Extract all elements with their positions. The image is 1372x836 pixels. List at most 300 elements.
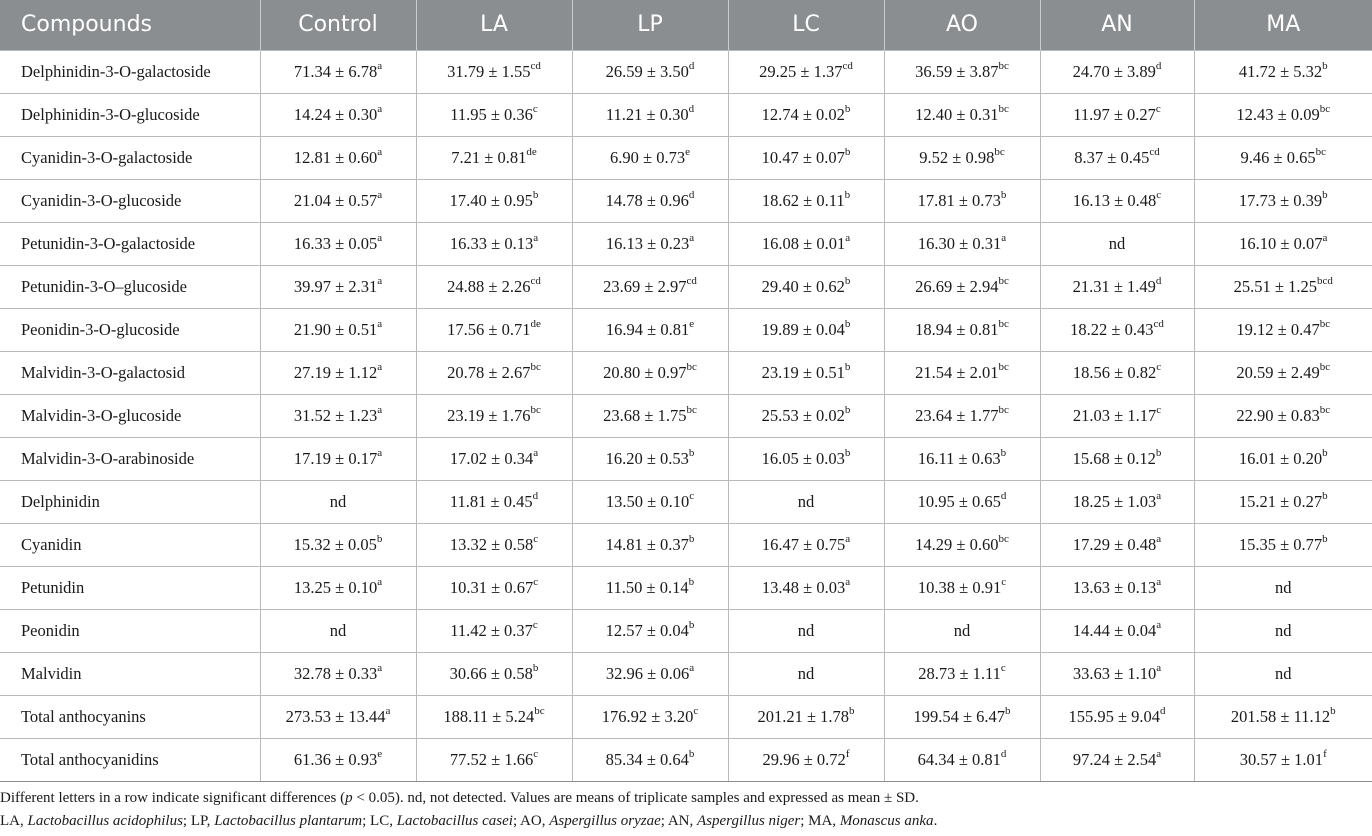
table-header: [0, 0, 1372, 50]
significance-letter: b: [844, 146, 851, 158]
compound-name-cell: Petunidin-3-O-galactoside: [0, 222, 260, 265]
value-cell: [416, 566, 572, 609]
significance-letter: bc: [998, 275, 1009, 287]
cell-value: 12.74 ± 0.02: [761, 104, 845, 124]
value-cell: [1194, 523, 1372, 566]
value-cell: [728, 308, 884, 351]
value-cell: [1040, 609, 1194, 652]
value-cell: [260, 695, 416, 738]
significance-letter: c: [1155, 103, 1161, 115]
value-cell: [1194, 93, 1372, 136]
value-cell: [728, 179, 884, 222]
table-row: [0, 652, 1372, 695]
header-lc: LC: [728, 0, 884, 50]
significance-letter: f: [845, 748, 850, 760]
compound-name-cell: Peonidin: [0, 609, 260, 652]
cell-value: 19.89 ± 0.04: [761, 319, 845, 339]
cell-value: nd: [953, 620, 971, 640]
significance-letter: b: [844, 361, 851, 373]
cell-value: 11.21 ± 0.30: [605, 104, 689, 124]
significance-letter: b: [1000, 189, 1007, 201]
table-row: [0, 93, 1372, 136]
value-cell: [1194, 480, 1372, 523]
abbr-species: Aspergillus niger: [697, 813, 801, 829]
compound-name-cell: Malvidin-3-O-glucoside: [0, 394, 260, 437]
cell-value: 23.64 ± 1.77: [915, 405, 999, 425]
significance-letter: b: [1330, 705, 1336, 717]
abbr-species: Lactobacillus plantarum: [214, 813, 363, 829]
table-row: [0, 695, 1372, 738]
significance-letter: a: [385, 705, 391, 717]
significance-letter: b: [688, 576, 695, 588]
header-row: [0, 0, 1372, 50]
value-cell: [884, 136, 1040, 179]
abbr-code: MA,: [808, 813, 840, 829]
significance-letter: c: [533, 748, 539, 760]
value-cell: [416, 93, 572, 136]
significance-letter: b: [1005, 705, 1011, 717]
significance-letter: bc: [1319, 361, 1331, 373]
value-cell: [416, 437, 572, 480]
significance-letter: a: [1156, 619, 1162, 631]
compound-name-cell: Petunidin: [0, 566, 260, 609]
value-cell: [884, 652, 1040, 695]
value-cell: [728, 437, 884, 480]
cell-value: 10.47 ± 0.07: [761, 147, 845, 167]
abbr-separator: ;: [660, 813, 668, 829]
significance-letter: c: [533, 533, 539, 545]
compound-name-cell: Cyanidin: [0, 523, 260, 566]
significance-letter: a: [845, 232, 851, 244]
cell-value: 97.24 ± 2.54: [1072, 749, 1157, 769]
cell-value: 23.69 ± 2.97: [603, 276, 687, 296]
value-cell: [1194, 50, 1372, 93]
value-cell: [416, 179, 572, 222]
significance-letter: a: [377, 103, 383, 115]
cell-value: 13.25 ± 0.10: [293, 577, 378, 597]
cell-value: 10.95 ± 0.65: [917, 491, 1001, 511]
value-cell: [1194, 308, 1372, 351]
value-cell: [260, 738, 416, 781]
significance-letter: bc: [998, 103, 1009, 115]
cell-value: 14.81 ± 0.37: [605, 534, 689, 554]
cell-value: 13.48 ± 0.03: [761, 577, 846, 597]
value-cell: [416, 695, 572, 738]
significance-letter: cd: [686, 275, 697, 287]
value-cell: [572, 50, 728, 93]
significance-letter: bc: [998, 318, 1009, 330]
cell-value: 17.40 ± 0.95: [449, 190, 533, 210]
significance-letter: e: [685, 146, 690, 158]
value-cell: [1194, 265, 1372, 308]
abbr-separator: ;: [182, 813, 191, 829]
significance-letter: a: [845, 576, 851, 588]
cell-value: 29.40 ± 0.62: [761, 276, 845, 296]
significance-letter: a: [377, 447, 383, 459]
significance-letter: bc: [1319, 103, 1331, 115]
compound-name-cell: Total anthocyanidins: [0, 738, 260, 781]
compound-name-cell: Malvidin-3-O-arabinoside: [0, 437, 260, 480]
cell-value: 18.56 ± 0.82: [1072, 362, 1157, 382]
value-cell: [572, 523, 728, 566]
abbr-species: Lactobacillus acidophilus: [27, 813, 183, 829]
cell-value: 15.68 ± 0.12: [1072, 448, 1156, 468]
cell-value: 21.31 ± 1.49: [1072, 276, 1156, 296]
significance-letter: e: [689, 318, 695, 330]
value-cell: [1040, 652, 1194, 695]
cell-value: 21.04 ± 0.57: [293, 190, 378, 210]
value-cell: [1194, 566, 1372, 609]
significance-letter: a: [377, 576, 383, 588]
significance-letter: c: [532, 619, 538, 631]
cell-value: 23.19 ± 0.51: [761, 362, 845, 382]
significance-letter: b: [376, 533, 383, 545]
cell-value: 13.50 ± 0.10: [605, 491, 690, 511]
value-cell: [884, 523, 1040, 566]
header-control: Control: [260, 0, 416, 50]
significance-letter: bcd: [1316, 275, 1333, 287]
table-row: [0, 179, 1372, 222]
value-cell: [1040, 566, 1194, 609]
cell-value: 21.54 ± 2.01: [915, 362, 999, 382]
value-cell: [1194, 609, 1372, 652]
cell-value: 14.78 ± 0.96: [605, 190, 689, 210]
header-an: AN: [1040, 0, 1194, 50]
table-row: [0, 394, 1372, 437]
cell-value: 10.38 ± 0.91: [917, 577, 1002, 597]
abbr-species: Lactobacillus casei: [396, 813, 513, 829]
value-cell: [728, 265, 884, 308]
significance-letter: d: [688, 103, 695, 115]
cell-value: 15.32 ± 0.05: [293, 534, 377, 554]
cell-value: 31.79 ± 1.55: [447, 61, 531, 81]
significance-letter: d: [688, 60, 695, 72]
value-cell: [260, 566, 416, 609]
cell-value: 20.80 ± 0.97: [603, 362, 687, 382]
table-row: [0, 351, 1372, 394]
cell-value: 199.54 ± 6.47: [913, 706, 1006, 726]
significance-letter: c: [533, 576, 539, 588]
significance-letter: a: [533, 232, 539, 244]
cell-value: nd: [1275, 663, 1292, 683]
cell-value: 16.10 ± 0.07: [1239, 233, 1323, 253]
cell-value: 17.19 ± 0.17: [293, 448, 378, 468]
value-cell: [728, 523, 884, 566]
significance-letter: cd: [842, 60, 853, 72]
cell-value: 13.32 ± 0.58: [449, 534, 534, 554]
value-cell: [728, 652, 884, 695]
significance-letter: bc: [998, 361, 1009, 373]
table-row: [0, 609, 1372, 652]
value-cell: [572, 179, 728, 222]
abbr-code: LP,: [190, 813, 215, 829]
value-cell: [1040, 93, 1194, 136]
value-cell: [1040, 222, 1194, 265]
cell-value: 17.81 ± 0.73: [917, 190, 1001, 210]
significance-letter: a: [1322, 232, 1328, 244]
significance-letter: b: [1155, 447, 1162, 459]
abbr-separator: .: [933, 813, 938, 829]
value-cell: [572, 308, 728, 351]
abbr-code: LA,: [0, 813, 28, 829]
cell-value: nd: [1275, 620, 1292, 640]
value-cell: [1040, 523, 1194, 566]
abbr-code: AO,: [520, 813, 550, 829]
abbr-species: Aspergillus oryzae: [549, 813, 661, 829]
value-cell: [884, 695, 1040, 738]
value-cell: [884, 566, 1040, 609]
compound-name-cell: Peonidin-3-O-glucoside: [0, 308, 260, 351]
compound-name-cell: Delphinidin-3-O-galactoside: [0, 50, 260, 93]
significance-letter: bc: [534, 705, 545, 717]
significance-letter: de: [526, 146, 537, 158]
header-ma: MA: [1266, 12, 1301, 38]
significance-letter: a: [845, 533, 851, 545]
value-cell: [1040, 351, 1194, 394]
significance-letter: b: [844, 103, 851, 115]
cell-value: 13.63 ± 0.13: [1072, 577, 1157, 597]
cell-value: 27.19 ± 1.12: [293, 362, 378, 382]
cell-value: 176.92 ± 3.20: [601, 706, 694, 726]
value-cell: [260, 480, 416, 523]
abbr-separator: ;: [362, 813, 371, 829]
value-cell: [884, 437, 1040, 480]
value-cell: [416, 738, 572, 781]
value-cell: [260, 265, 416, 308]
footnote-text-2: < 0.05). nd, not detected. Values are means of triplicate samples and expressed as mean ± SD.: [352, 790, 919, 806]
cell-value: 36.59 ± 3.87: [915, 61, 999, 81]
compound-name-cell: Malvidin: [0, 652, 260, 695]
significance-letter: b: [844, 189, 851, 201]
significance-letter: b: [688, 533, 695, 545]
table-footnotes: [0, 787, 1372, 833]
cell-value: nd: [797, 663, 815, 683]
significance-letter: bc: [1315, 146, 1326, 158]
cell-value: 32.96 ± 0.06: [605, 663, 690, 683]
significance-letter: d: [1160, 705, 1166, 717]
cell-value: 12.81 ± 0.60: [293, 147, 378, 167]
cell-value: 16.94 ± 0.81: [605, 319, 690, 339]
significance-letter: bc: [1319, 404, 1331, 416]
value-cell: [884, 394, 1040, 437]
cell-value: 201.58 ± 11.12: [1230, 706, 1331, 726]
table-row: [0, 50, 1372, 93]
significance-letter: c: [689, 490, 695, 502]
value-cell: [728, 351, 884, 394]
value-cell: [416, 351, 572, 394]
table-row: [0, 738, 1372, 781]
significance-letter: b: [1322, 60, 1328, 72]
value-cell: [416, 50, 572, 93]
cell-value: 11.81 ± 0.45: [449, 491, 533, 511]
cell-value: 155.95 ± 9.04: [1068, 706, 1161, 726]
cell-value: 16.01 ± 0.20: [1238, 448, 1323, 468]
value-cell: [1040, 738, 1194, 781]
table-row: [0, 136, 1372, 179]
value-cell: [572, 222, 728, 265]
significance-letter: bc: [530, 404, 541, 416]
cell-value: 30.57 ± 1.01: [1239, 749, 1324, 769]
cell-value: nd: [329, 491, 347, 511]
value-cell: [260, 351, 416, 394]
cell-value: 28.73 ± 1.11: [918, 663, 1001, 683]
significance-letter: de: [530, 318, 541, 330]
header-compounds: Compounds: [0, 0, 260, 50]
value-cell: [416, 136, 572, 179]
significance-letter: b: [532, 662, 539, 674]
significance-letter: d: [532, 490, 539, 502]
significance-letter: cd: [1149, 146, 1160, 158]
value-cell: [260, 394, 416, 437]
compound-name-cell: Delphinidin-3-O-glucoside: [0, 93, 260, 136]
significance-letter: bc: [1319, 318, 1331, 330]
value-cell: [1194, 652, 1372, 695]
value-cell: [1194, 351, 1372, 394]
footnote-p-symbol: p: [345, 790, 353, 806]
significance-letter: a: [533, 447, 539, 459]
value-cell: [1040, 695, 1194, 738]
cell-value: 9.46 ± 0.65: [1240, 147, 1316, 167]
cell-value: 24.70 ± 3.89: [1072, 61, 1156, 81]
value-cell: [884, 609, 1040, 652]
compound-name-cell: Petunidin-3-O–glucoside: [0, 265, 260, 308]
significance-letter: b: [688, 748, 695, 760]
significance-letter: b: [1322, 490, 1328, 502]
cell-value: 33.63 ± 1.10: [1072, 663, 1157, 683]
cell-value: 10.31 ± 0.67: [449, 577, 534, 597]
compound-name-cell: Total anthocyanins: [0, 695, 260, 738]
cell-value: nd: [797, 491, 815, 511]
value-cell: [416, 265, 572, 308]
cell-value: nd: [1275, 577, 1292, 597]
value-cell: [1040, 437, 1194, 480]
significance-letter: f: [1323, 748, 1327, 760]
cell-value: 77.52 ± 1.66: [449, 749, 534, 769]
significance-letter: c: [1156, 404, 1162, 416]
cell-value: 7.21 ± 0.81: [451, 147, 527, 167]
value-cell: [572, 136, 728, 179]
cell-value: 14.29 ± 0.60: [915, 534, 999, 554]
cell-value: 16.13 ± 0.23: [605, 233, 690, 253]
cell-value: 14.24 ± 0.30: [293, 104, 378, 124]
compound-name-cell: Cyanidin-3-O-galactoside: [0, 136, 260, 179]
cell-value: 23.19 ± 1.76: [447, 405, 531, 425]
footnote-significance: [0, 787, 1372, 810]
value-cell: [728, 222, 884, 265]
compound-name-cell: Delphinidin: [0, 480, 260, 523]
value-cell: [260, 136, 416, 179]
value-cell: [884, 351, 1040, 394]
significance-letter: b: [1322, 447, 1328, 459]
significance-letter: bc: [686, 404, 697, 416]
value-cell: [260, 437, 416, 480]
cell-value: 25.51 ± 1.25: [1233, 276, 1317, 296]
value-cell: [728, 50, 884, 93]
significance-letter: c: [532, 103, 538, 115]
significance-letter: c: [693, 705, 699, 717]
significance-letter: d: [1000, 748, 1007, 760]
cell-value: 64.34 ± 0.81: [917, 749, 1001, 769]
cell-value: 18.22 ± 0.43: [1070, 319, 1154, 339]
cell-value: 12.57 ± 0.04: [605, 620, 689, 640]
value-cell: [572, 437, 728, 480]
significance-letter: a: [377, 275, 383, 287]
value-cell: [728, 136, 884, 179]
significance-letter: a: [377, 404, 383, 416]
abbr-code: LC,: [370, 813, 397, 829]
significance-letter: b: [688, 619, 695, 631]
significance-letter: d: [1155, 60, 1162, 72]
cell-value: 26.69 ± 2.94: [915, 276, 999, 296]
cell-value: 24.88 ± 2.26: [447, 276, 531, 296]
cell-value: 16.13 ± 0.48: [1072, 190, 1157, 210]
value-cell: [728, 695, 884, 738]
cell-value: 32.78 ± 0.33: [293, 663, 378, 683]
cell-value: 16.47 ± 0.75: [761, 534, 846, 554]
value-cell: [1194, 437, 1372, 480]
cell-value: 16.33 ± 0.05: [293, 233, 378, 253]
value-cell: [1040, 50, 1194, 93]
abbr-code: AN,: [667, 813, 698, 829]
cell-value: 71.34 ± 6.78: [293, 61, 378, 81]
footnote-text-1: Different letters in a row indicate significant differences (: [0, 790, 346, 806]
value-cell: [572, 351, 728, 394]
value-cell: [572, 652, 728, 695]
significance-letter: bc: [998, 404, 1009, 416]
cell-value: 17.73 ± 0.39: [1238, 190, 1323, 210]
cell-value: 14.44 ± 0.04: [1072, 620, 1157, 640]
table-row: [0, 566, 1372, 609]
cell-value: 15.35 ± 0.77: [1238, 534, 1323, 554]
cell-value: 11.50 ± 0.14: [605, 577, 689, 597]
significance-letter: cd: [530, 275, 541, 287]
significance-letter: a: [377, 60, 383, 72]
cell-value: 29.25 ± 1.37: [759, 61, 843, 81]
cell-value: 12.40 ± 0.31: [915, 104, 999, 124]
value-cell: [416, 394, 572, 437]
abbr-separator: ;: [512, 813, 521, 829]
value-cell: [572, 695, 728, 738]
abbr-separator: ;: [800, 813, 809, 829]
cell-value: 16.33 ± 0.13: [449, 233, 534, 253]
significance-letter: a: [1156, 533, 1162, 545]
significance-letter: b: [844, 318, 851, 330]
value-cell: [1040, 179, 1194, 222]
cell-value: 17.02 ± 0.34: [449, 448, 534, 468]
significance-letter: a: [1156, 662, 1162, 674]
value-cell: [884, 308, 1040, 351]
significance-letter: b: [532, 189, 539, 201]
value-cell: [1040, 136, 1194, 179]
value-cell: [572, 609, 728, 652]
cell-value: 11.42 ± 0.37: [450, 620, 533, 640]
cell-value: 18.94 ± 0.81: [915, 319, 999, 339]
cell-value: 16.05 ± 0.03: [761, 448, 845, 468]
value-cell: [572, 265, 728, 308]
value-cell: [1194, 695, 1372, 738]
value-cell: [1194, 222, 1372, 265]
cell-value: 9.52 ± 0.98: [919, 147, 995, 167]
significance-letter: d: [1000, 490, 1007, 502]
value-cell: [260, 50, 416, 93]
value-cell: [416, 480, 572, 523]
significance-letter: a: [377, 189, 383, 201]
cell-value: 11.95 ± 0.36: [450, 104, 533, 124]
significance-letter: a: [377, 662, 383, 674]
significance-letter: b: [1000, 447, 1007, 459]
significance-letter: a: [1156, 490, 1162, 502]
table-row: [0, 523, 1372, 566]
